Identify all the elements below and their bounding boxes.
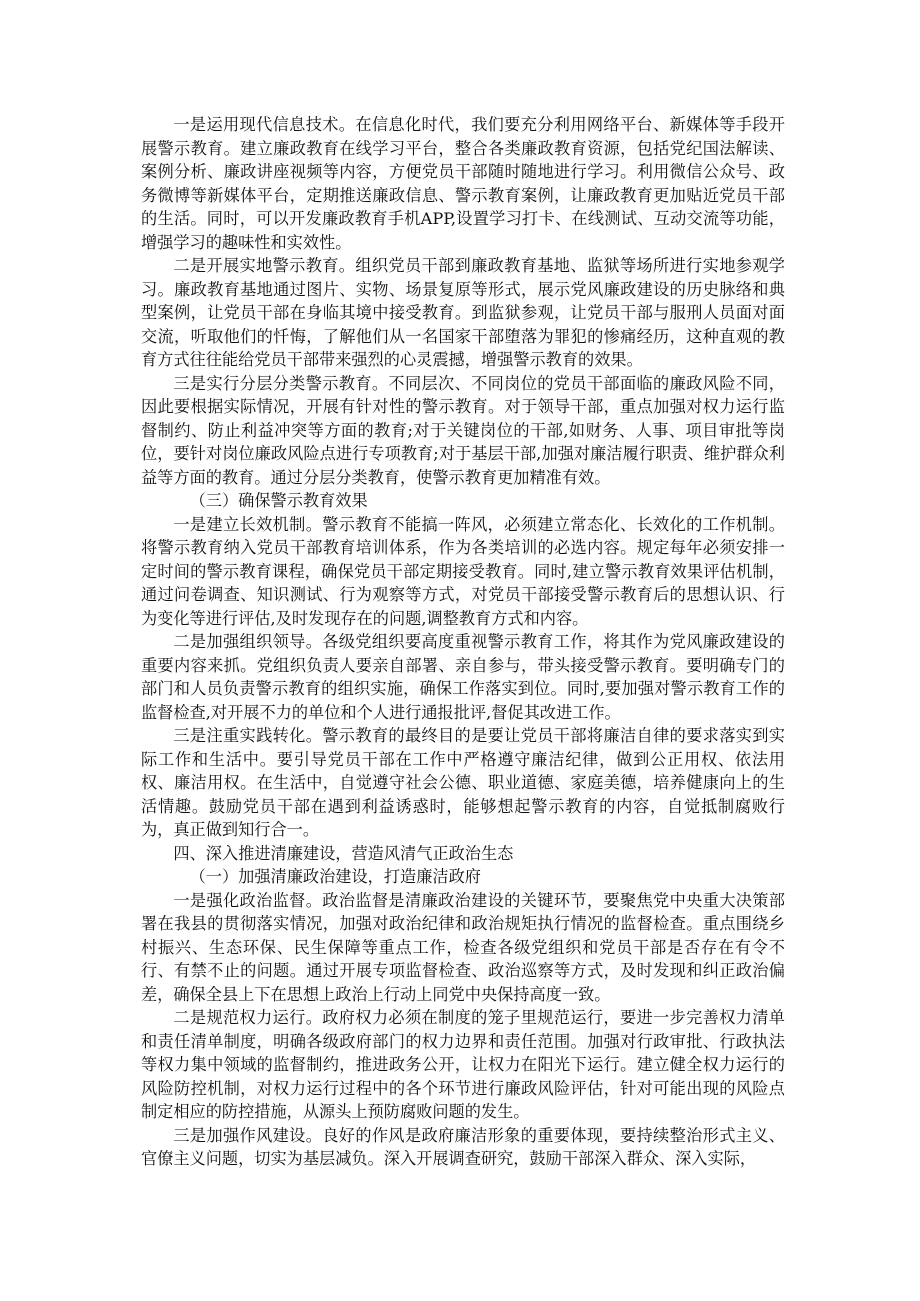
paragraph-long-term-mechanism: 一是建立长效机制。警示教育不能搞一阵风，必须建立常态化、长效化的工作机制。将警示教育纳入党员干部教育培训体系，作为各类培训的必选内容。规定每年必须安排一定时间的警示教育课程，确保党员干部定期接受教育。同时,建立警示教育效果评估机制，通过问卷调查、知识测试、行为观察等方式，对党员干部接受警示教育后的思想认识、行为变化等进行评估,及时发现存在的问题,调整教育方式和内容。 (141, 514, 785, 628)
paragraph-layered-education: 三是实行分层分类警示教育。不同层次、不同岗位的党员干部面临的廉政风险不同，因此要根据实际情况，开展有针对性的警示教育。对于领导干部，重点加强对权力运行监督制约、防止利益冲突等方面的教育;对于关键岗位的干部,如财务、人事、项目审批等岗位，要针对岗位廉政风险点进行专项教育;对于基层干部,加强对廉洁履行职责、维护群众利益等方面的教育。通过分层分类教育，使警示教育更加精准有效。 (141, 373, 785, 487)
paragraph-political-supervision: 一是强化政治监督。政治监督是清廉政治建设的关键环节，要聚焦党中央重大决策部署在我县的贯彻落实情况，加强对政治纪律和政治规矩执行情况的监督检查。重点围绕乡村振兴、生态环保、民生保障等重点工作，检查各级党组织和党员干部是否存在有令不行、有禁不止的问题。通过开展专项监督检查、政治巡察等方式，及时发现和纠正政治偏差，确保全县上下在思想上政治上行动上同党中央保持高度一致。 (141, 890, 785, 1004)
paragraph-site-visit: 二是开展实地警示教育。组织党员干部到廉政教育基地、监狱等场所进行实地参观学习。廉政教育基地通过图片、实物、场景复原等形式，展示党风廉政建设的历史脉络和典型案例，让党员干部在身临其境中接受教育。到监狱参观，让党员干部与服刑人员面对面交流，听取他们的忏悔，了解他们从一名国家干部堕落为罪犯的惨痛经历，这种直观的教育方式往往能给党员干部带来强烈的心灵震撼，增强警示教育的效果。 (141, 256, 785, 369)
paragraph-power-regulation: 二是规范权力运行。政府权力必须在制度的笼子里规范运行，要进一步完善权力清单和责任清单制度，明确各级政府部门的权力边界和责任范围。加强对行政审批、行政执法等权力集中领域的监督制约，推进政务公开，让权力在阳光下运行。建立健全权力运行的风险防控机制，对权力运行过程中的各个环节进行廉政风险评估，针对可能出现的风险点制定相应的防控措施，从源头上预防腐败问题的发生。 (141, 1008, 785, 1121)
section-heading-clean-politics: （一）加强清廉政治建设，打造廉洁政府 (189, 867, 481, 886)
paragraph-organizational-leadership: 二是加强组织领导。各级党组织要高度重视警示教育工作，将其作为党风廉政建设的重要内容来抓。党组织负责人要亲自部署、亲自参与，带头接受警示教育。要明确专门的部门和人员负责警示教育的组织实施，确保工作落实到位。同时,要加强对警示教育工作的监督检查,对开展不力的单位和个人进行通报批评,督促其改进工作。 (141, 632, 785, 722)
section-heading-ensure-effect: （三）确保警示教育效果 (189, 491, 368, 510)
paragraph-practice-transformation: 三是注重实践转化。警示教育的最终目的是要让党员干部将廉洁自律的要求落实到实际工作和生活中。要引导党员干部在工作中严格遵守廉洁纪律，做到公正用权、依法用权、廉洁用权。在生活中，自觉遵守社会公德、职业道德、家庭美德，培养健康向上的生活情趣。鼓励党员干部在遇到利益诱惑时，能够想起警示教育的内容，自觉抵制腐败行为，真正做到知行合一。 (141, 726, 785, 839)
document-body (141, 113, 785, 1171)
paragraph-work-style: 三是加强作风建设。良好的作风是政府廉洁形象的重要体现，要持续整治形式主义、官僚主义问题，切实为基层减负。深入开展调查研究，鼓励干部深入群众、深入实际， (141, 1125, 785, 1168)
chapter-heading-clean-governance: 四、深入推进清廉建设，营造风清气正政治生态 (173, 843, 514, 863)
paragraph-modern-it: 一是运用现代信息技术。在信息化时代，我们要充分利用网络平台、新媒体等手段开展警示教育。建立廉政教育在线学习平台，整合各类廉政教育资源，包括党纪国法解读、案例分析、廉政讲座视频等内容，方便党员干部随时随地进行学习。利用微信公众号、政务微博等新媒体平台，定期推送廉政信息、警示教育案例，让廉政教育更加贴近党员干部的生活。同时，可以开发廉政教育手机APP,设置学习打卡、在线测试、互动交流等功能，增强学习的趣味性和实效性。 (141, 115, 785, 252)
